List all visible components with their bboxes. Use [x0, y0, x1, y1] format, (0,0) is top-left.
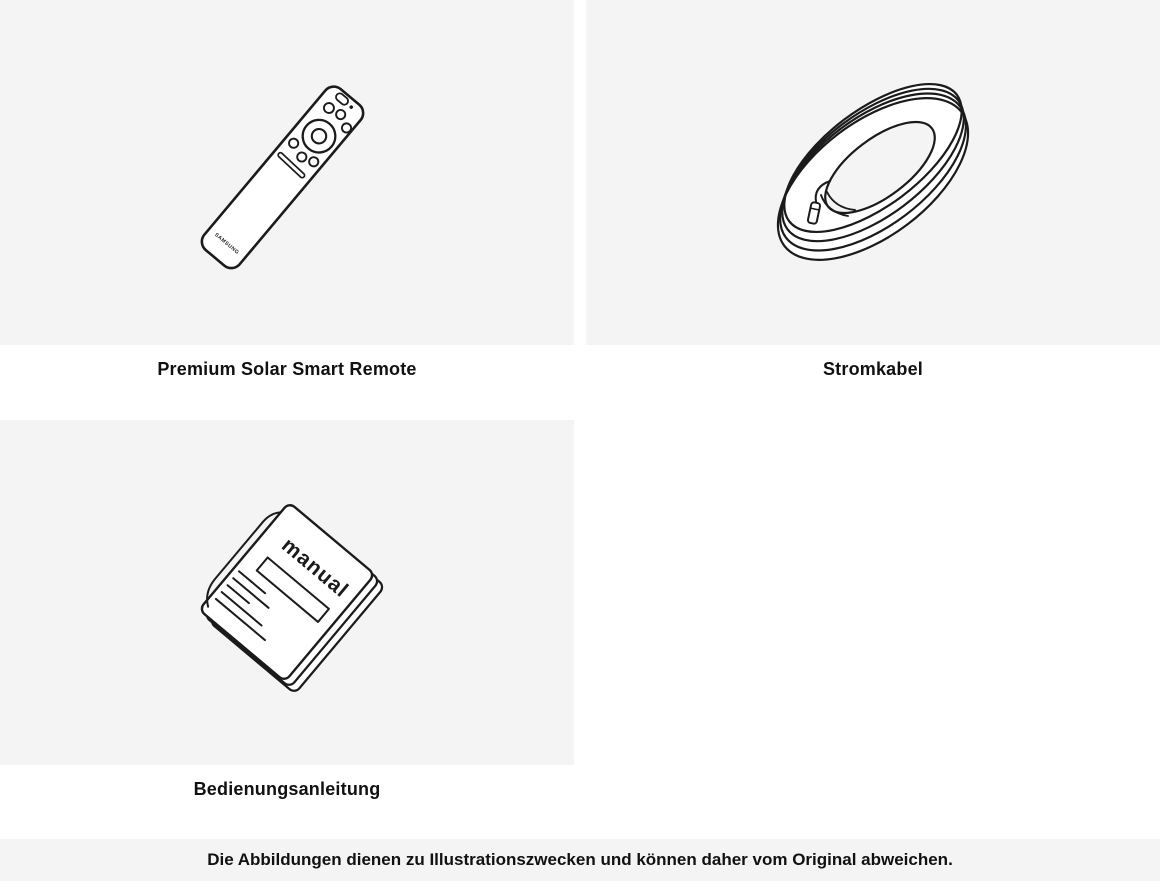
tile-remote [0, 0, 574, 345]
caption-power-cable: Stromkabel [822, 359, 924, 379]
caption-manual: Bedienungsanleitung [193, 779, 381, 799]
tile-manual [0, 420, 574, 765]
footer-disclaimer-bar [0, 839, 1160, 881]
caption-remote: Premium Solar Smart Remote [157, 359, 417, 379]
remote-brand-text: SAMSUNG [213, 232, 241, 256]
manual-cover-title: manual [277, 533, 353, 603]
manual-illustration-icon [0, 420, 574, 765]
remote-illustration-icon [0, 0, 574, 345]
manual-cover [199, 502, 375, 681]
tile-power-cable [586, 0, 1160, 345]
power-cable-illustration-icon [586, 0, 1160, 345]
footer-disclaimer-text: Die Abbildungen dienen zu Illustrationszwecken und können daher vom Original abweichen. [207, 850, 953, 869]
